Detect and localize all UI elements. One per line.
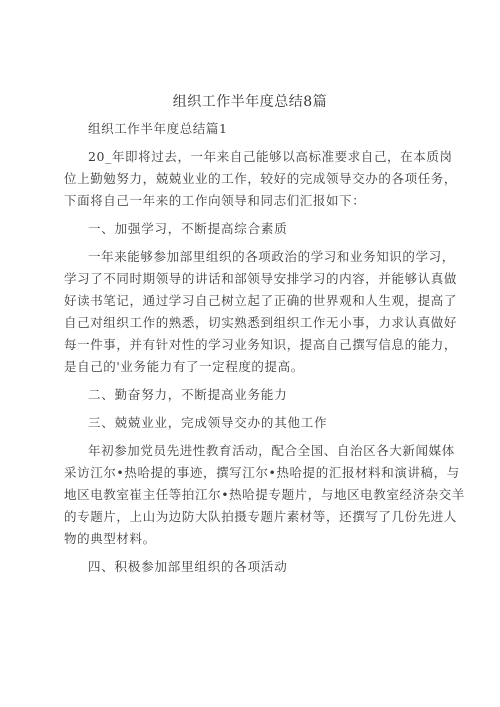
paragraph-1-line-3: 下面将自己一年来的工作向领导和同志们汇报如下： [64,193,366,208]
paragraph-3-line-3: 地区电教室崔主任等拍江尔•热哈提专题片，与地区电教室经济杂交羊 [64,487,465,502]
paragraph-3-line-5: 物的典型材料。 [64,531,156,546]
paragraph-2-line-5: 每一件事，并有针对性的学习业务知识，提高自己撰写信息的能力， [64,337,458,352]
section-heading-2: 二、勤奋努力，不断提高业务能力 [88,387,288,402]
paragraph-3-line-4: 的专题片，上山为边防大队拍摄专题片素材等，还撰写了几份先进人 [64,509,458,524]
section-heading-4: 四、积极参加部里组织的各项活动 [88,559,288,574]
document-title: 组织工作半年度总结8篇 [172,94,328,110]
paragraph-2-line-4: 自己对组织工作的熟悉，切实熟悉到组织工作无小事，力求认真做好 [64,315,458,330]
section-heading-1: 一、加强学习，不断提高综合素质 [88,221,288,236]
paragraph-2-line-3: 好读书笔记，通过学习自己树立起了正确的世界观和人生观，提高了 [64,293,458,308]
paragraph-1-line-1: 20_年即将过去，一年来自己能够以高标准要求自己，在本质岗 [88,149,453,164]
document-subtitle: 组织工作半年度总结篇1 [88,121,228,136]
paragraph-3-line-1: 年初参加党员先进性教育活动，配合全国、自治区各大新闻媒体 [88,443,455,458]
paragraph-3-line-2: 采访江尔•热哈提的事迹，撰写江尔•热哈提的汇报材料和演讲稿，与 [64,465,460,480]
paragraph-2-line-6: 是自己的'业务能力有了一定程度的提高。 [64,359,304,374]
paragraph-1-line-2: 位上勤勉努力，兢兢业业的工作，较好的完成领导交办的各项任务， [64,171,458,186]
paragraph-2-line-1: 一年来能够参加部里组织的各项政治的学习和业务知识的学习， [88,249,455,264]
section-heading-3: 三、兢兢业业，完成领导交办的其他工作 [88,415,328,430]
paragraph-2-line-2: 学习了不同时期领导的讲话和部领导安排学习的内容，并能够认真做 [64,271,458,286]
